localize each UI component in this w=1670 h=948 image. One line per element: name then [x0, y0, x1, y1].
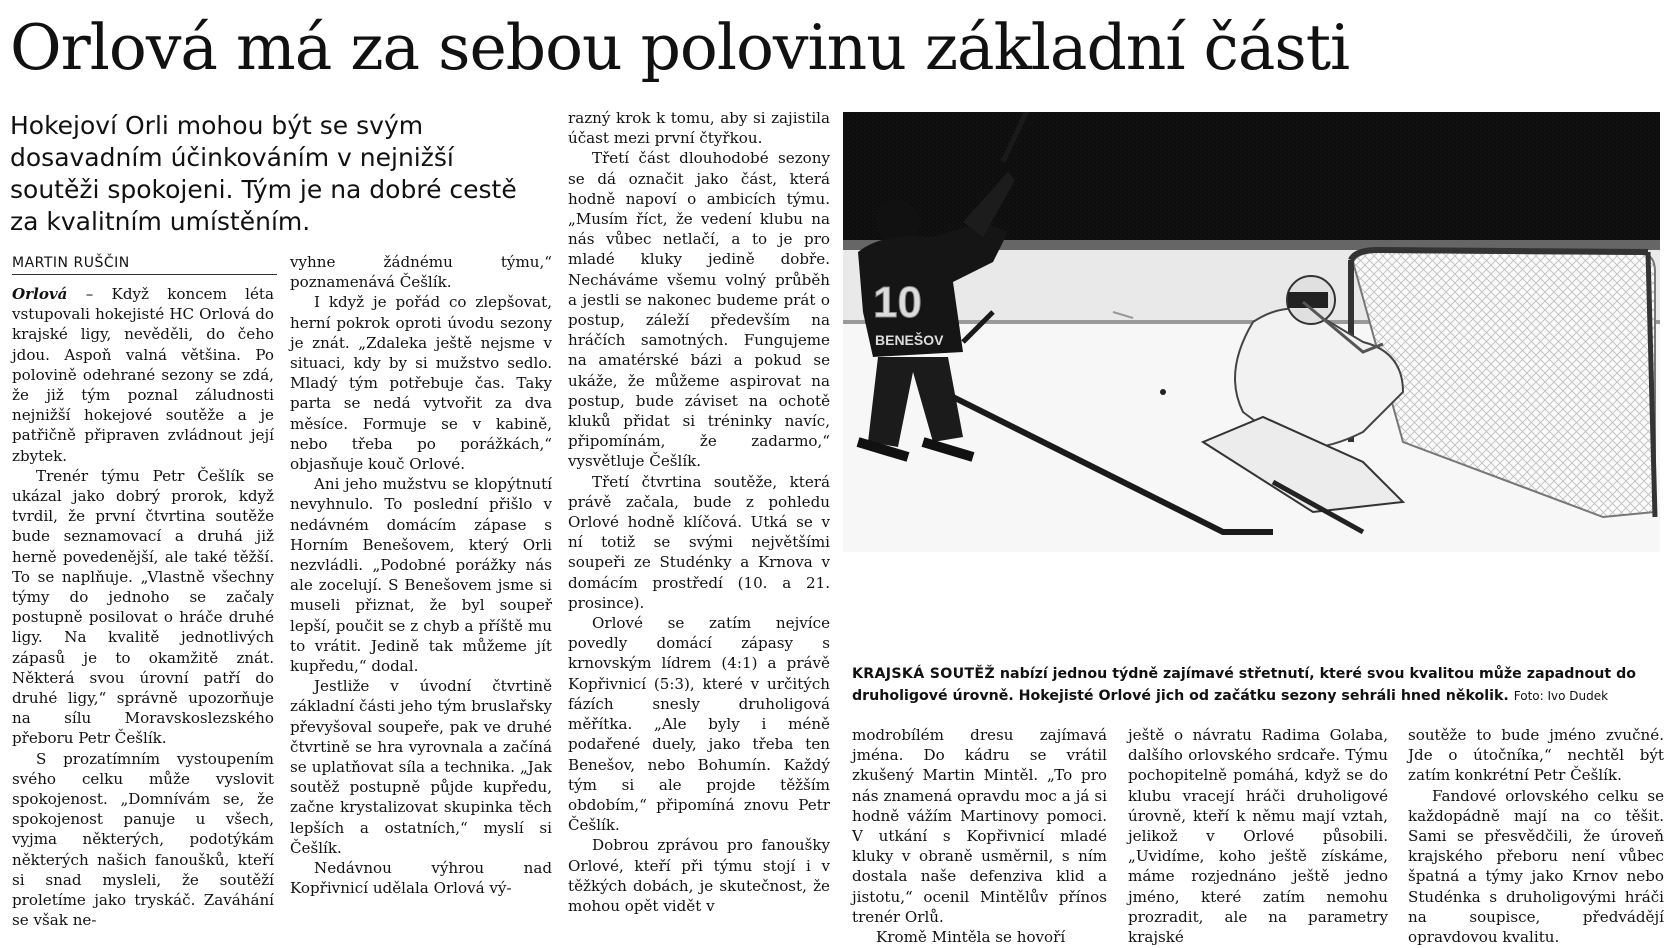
paragraph: Ani jeho mužstvu se klopýtnutí nevyhnulo. To poslední přišlo v nedávném domácím zápase s Horním Benešovem, který Orli nezvládli. „Podobné porážky nás ale zocelují. S Benešovem jsme si museli přiznat, že byl soupeř lepší, poučit se z chyb a příště mu to vrátit. Jedině tak můžeme jít kupředu,“ dodal. [290, 475, 552, 676]
headline: Orlová má za sebou polovinu základní části [10, 11, 1350, 84]
hockey-photo [843, 112, 1660, 552]
article-column-6 [1408, 725, 1664, 947]
article-column-4 [852, 725, 1107, 947]
byline: MARTIN RUŠČIN [12, 255, 277, 275]
photo-caption [852, 663, 1660, 707]
jersey-number: 10 [873, 278, 922, 327]
paragraph [12, 284, 274, 466]
paragraph: Třetí čtvrtina soutěže, která právě začala, bude z pohledu Orlové hodně klíčová. Utká se v ní totiž se svými největšími soupeři ze Studénky a Krnova v domácím prostředí (10. a 21. prosince). [568, 472, 830, 612]
paragraph: razný krok k tomu, aby si zajistila účast mezi první čtyřkou. [568, 109, 830, 148]
paragraph: I když je pořád co zlepšovat, herní pokrok oproti úvodu sezony je znát. „Zdaleka ještě nejsme v situaci, kdy by si mužstvo sedlo. Mladý tým potřebuje čas. Taky parta se nedá vytvořit za dva měsíce. Formuje se v kabině, nebo třeba po porážkách,“ objasňuje kouč Orlové. [290, 293, 552, 474]
paragraph: Jestliže v úvodní čtvrtině základní části jeho tým bruslařsky převyšoval soupeře, pak ve druhé čtvrtině se hra vyrovnala a začíná se uplatňovat síla a technika. „Jak soutěž postupně půjde kupředu, začne krystalizovat skupinka těch lepších a ostatních,“ myslí si Češlík. [290, 677, 552, 857]
photo-credit: Foto: Ivo Dudek [1513, 689, 1609, 703]
lead-paragraph: Hokejoví Orli mohou být se svým dosavadním účinkováním v nejnižší soutěži spokojeni. Tým je na dobré cestě za kvalitním umístěním. [10, 111, 517, 236]
dateline: Orlová [12, 285, 68, 303]
paragraph: ještě o návratu Radima Golaba, dalšího orlovského srdcaře. Týmu pochopitelně pomáhá, když se do klubu vracejí hráči druholigové úrovně, kteří k němu mají vztah, jelikož v Orlové působili. „Uvidíme, koho ještě získáme, máme rozjednáno ještě jedno jméno, které zatím nemohu prozradit, ale na parametry krajské [1128, 726, 1388, 947]
article-column-5 [1128, 725, 1388, 947]
caption-heading: KRAJSKÁ SOUTĚŽ [852, 666, 995, 682]
article-column-2 [290, 252, 552, 899]
paragraph: vyhne žádnému týmu,“ poznamenává Češlík. [290, 253, 552, 292]
paragraph: Trenér týmu Petr Češlík se ukázal jako dobrý prorok, když tvrdil, že první čtvrtina soutěže bude seznamovací a druhá již herně povedenější, ale také těžší. To se naplňuje. „Vlastně všechny týmy do jednoho se začaly postupně posilovat o hráče druhé ligy. Na kvalitě jednotlivých zápasů je to okamžitě znát. Některá svou úrovní patří do druhé ligy,“ správně upozorňuje na sílu Moravskoslezského přeboru Petr Češlík. [12, 466, 274, 748]
jersey-name: BENEŠOV [875, 332, 944, 348]
paragraph: Kromě Mintěla se hovoří [876, 928, 1066, 947]
paragraph: Dobrou zprávou pro fanoušky Orlové, kteří při týmu stojí i v těžkých dobách, je skutečnost, že mohou opět vidět v [568, 836, 830, 915]
caption-text: nabízí jednou týdně zajímavé střetnutí, které svou kvalitou může zapadnout do druholigové úrovně. Hokejisté Orlové jich od začátku sezony sehráli hned několik. [852, 666, 1636, 704]
paragraph: Orlové se zatím nejvíce povedly domácí zápasy s krnovským lídrem (4:1) a právě Kopřivnicí (5:3), které v určitých fázích snesly druholigová měřítka. „Ale byly i méně podařené duely, jako třeba ten Benešov, nebo Bohumín. Každý tým si ale projde těžším obdobím,“ připomíná znovu Petr Češlík. [568, 614, 830, 835]
article-column-1 [12, 284, 274, 931]
paragraph: Nedávnou výhrou nad Kopřivnicí udělala Orlová vý- [290, 859, 552, 898]
article-column-3 [568, 108, 830, 916]
paragraph: S prozatímním vystoupením svého celku může vyslovit spokojenost. „Domnívám se, že spokojenost panuje u všech, vyjma některých, podotýkám některých našich fanoušků, kteří si snad mysleli, že soutěží proletíme jako tryskáč. Zaváhání se však ne- [12, 749, 274, 930]
paragraph: Třetí část dlouhodobé sezony se dá označit jako část, která hodně napoví o ambicích týmu. „Musím říct, že vedení klubu na nás vůbec netlačí, a to je pro mladé kluky jedině dobře. Necháváme všemu volný průběh a jestli se nakonec budeme prát o postup, záleží především na hráčích samotných. Fungujeme na amatérské bázi a pokud se ukáže, že můžeme aspirovat na postup, bude záviset na ochotě kluků přidat si tréninky navíc, připomínám, že zadarmo,“ vysvětluje Češlík. [568, 149, 830, 471]
paragraph: Fandové orlovského celku se každopádně mají na co těšit. Sami se přesvědčili, že úroveň krajského přeboru není vůbec špatná a týmy jako Krnov nebo Studénka s druholigovými hráči na soupisce, předvádějí opravdovou kvalitu. [1408, 786, 1664, 947]
paragraph: soutěže to bude jméno zvučné. Jde o útočníka,“ nechtěl být zatím konkrétní Petr Češlík. [1408, 726, 1664, 785]
paragraph-text: – Když koncem léta vstupovali hokejisté HC Orlová do krajské ligy, nevěděli, do čeho jdou. Aspoň valná většina. Po polovině odehrané sezony se zdá, že již tým poznal záludnosti nejnižší hokejové soutěže a je patřičně připraven zvládnout její zbytek. [12, 285, 274, 465]
paragraph: modrobílém dresu zajímavá jména. Do kádru se vrátil zkušený Martin Mintěl. „To pro nás znamená opravdu moc a já si hodně vážím Martinovy pomoci. V utkání s Kopřivnicí mladé kluky v obraně usměrnil, s ním dostala naše defenziva klid a jistotu,“ ocenil Mintělův přínos trenér Orlů. [852, 726, 1107, 926]
